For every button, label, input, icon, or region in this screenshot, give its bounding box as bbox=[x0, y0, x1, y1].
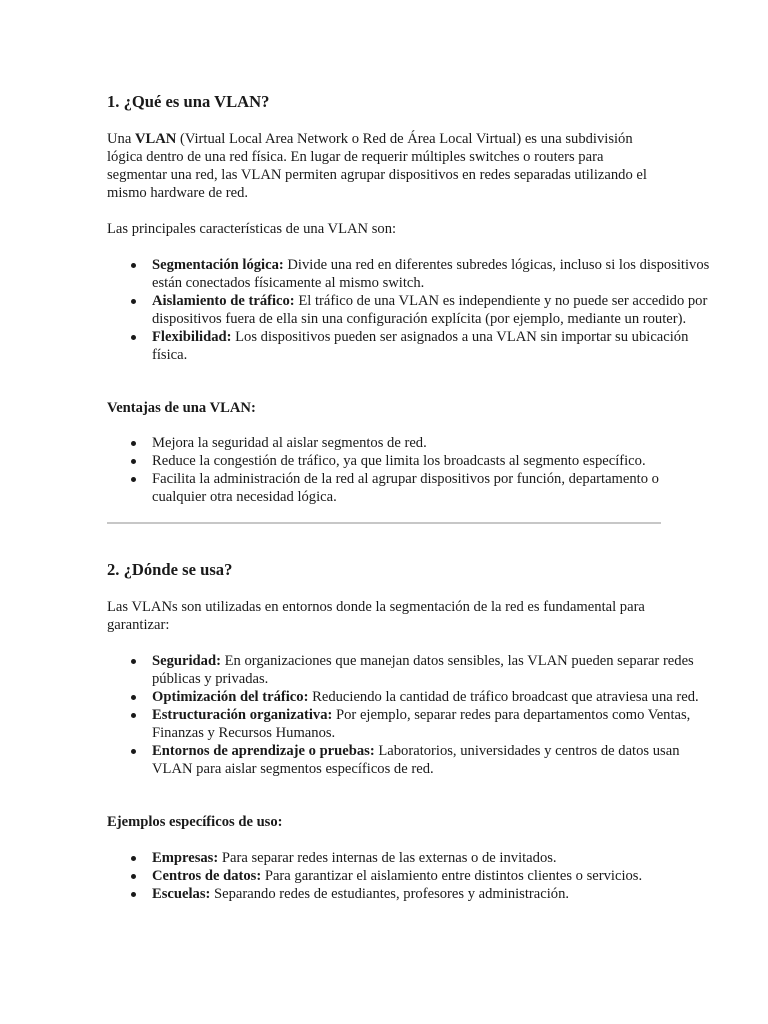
examples-heading bbox=[107, 813, 667, 831]
list-item bbox=[152, 885, 712, 903]
list-item bbox=[152, 652, 712, 688]
intro-prefix: Una bbox=[107, 131, 135, 147]
item-term: Escuelas: bbox=[152, 886, 211, 902]
intro-text: (Virtual Local Area Network o Red de Área Local Virtual) es una subdivisión lógica dentro de una red física. En lugar de requerir múltiples switches o routers para segmentar una red, las VLAN permiten agrupar dispositivos en redes separadas utilizando el mismo hardware de red. bbox=[107, 131, 647, 201]
list-item bbox=[152, 867, 712, 885]
examples-list bbox=[107, 849, 712, 903]
list-item: Facilita la administración de la red al agrupar dispositivos por función, departamento o cualquier otra necesidad lógica. bbox=[152, 470, 712, 506]
item-text: Los dispositivos pueden ser asignados a una VLAN sin importar su ubicación física. bbox=[152, 329, 689, 363]
examples-heading-text: Ejemplos específicos de uso: bbox=[107, 814, 283, 830]
item-term: Segmentación lógica: bbox=[152, 257, 284, 273]
section-divider bbox=[107, 522, 661, 524]
list-item: Mejora la seguridad al aislar segmentos de red. bbox=[152, 434, 712, 452]
list-item bbox=[152, 849, 712, 867]
advantages-heading bbox=[107, 399, 667, 417]
advantages-list bbox=[107, 434, 712, 506]
section-1-intro bbox=[107, 130, 667, 202]
list-item: Reduce la congestión de tráfico, ya que limita los broadcasts al segmento específico. bbox=[152, 452, 712, 470]
item-term: Seguridad: bbox=[152, 653, 221, 669]
item-term: Empresas: bbox=[152, 850, 219, 866]
item-term: Optimización del tráfico: bbox=[152, 689, 309, 705]
list-item bbox=[152, 328, 712, 364]
list-item bbox=[152, 742, 712, 778]
list-item bbox=[152, 292, 712, 328]
item-text: En organizaciones que manejan datos sensibles, las VLAN pueden separar redes públicas y privadas. bbox=[152, 653, 694, 687]
item-term: Flexibilidad: bbox=[152, 329, 232, 345]
item-term: Entornos de aprendizaje o pruebas: bbox=[152, 743, 375, 759]
list-item bbox=[152, 688, 712, 706]
section-2-heading: 2. ¿Dónde se usa? bbox=[107, 560, 233, 579]
section-2-intro: Las VLANs son utilizadas en entornos donde la segmentación de la red es fundamental para garantizar: bbox=[107, 599, 645, 633]
item-text: Para garantizar el aislamiento entre distintos clientes o servicios. bbox=[261, 868, 643, 884]
item-text: Laboratorios, universidades y centros de datos usan VLAN para aislar segmentos específicos de red. bbox=[152, 743, 680, 777]
item-term: Aislamiento de tráfico: bbox=[152, 293, 295, 309]
uses-list bbox=[107, 652, 712, 778]
characteristics-intro: Las principales características de una VLAN son: bbox=[107, 221, 397, 237]
item-text: Divide una red en diferentes subredes lógicas, incluso si los dispositivos están conectados físicamente al mismo switch. bbox=[152, 257, 710, 291]
item-text: Reduciendo la cantidad de tráfico broadcast que atraviesa una red. bbox=[308, 689, 699, 705]
item-text: Para separar redes internas de las externas o de invitados. bbox=[218, 850, 557, 866]
item-term: Estructuración organizativa: bbox=[152, 707, 333, 723]
intro-vlan-term: VLAN bbox=[134, 131, 177, 147]
section-1-heading: 1. ¿Qué es una VLAN? bbox=[107, 92, 270, 111]
item-text: Separando redes de estudiantes, profesores y administración. bbox=[210, 886, 570, 902]
list-item bbox=[152, 706, 712, 742]
item-text: El tráfico de una VLAN es independiente y no puede ser accedido por dispositivos fuera de ella sin una configuración explícita (por ejemplo, mediante un router). bbox=[152, 293, 708, 327]
list-item bbox=[152, 256, 712, 292]
advantages-heading-text: Ventajas de una VLAN: bbox=[107, 400, 256, 416]
item-term: Centros de datos: bbox=[152, 868, 262, 884]
item-text: Por ejemplo, separar redes para departamentos como Ventas, Finanzas y Recursos Humanos. bbox=[152, 707, 691, 741]
characteristics-list bbox=[107, 256, 712, 364]
